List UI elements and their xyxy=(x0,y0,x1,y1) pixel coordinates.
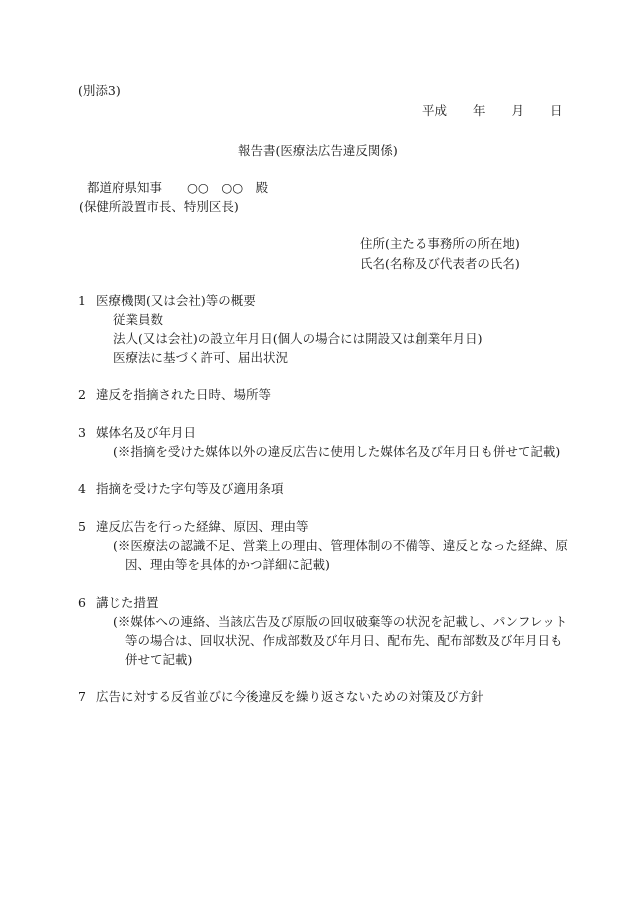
section-number: 5 xyxy=(78,519,86,534)
date-line xyxy=(422,103,563,119)
section-number: 6 xyxy=(78,595,86,610)
section-note: (※医療法の認識不足、営業上の理由、管理体制の不備等、違反となった経緯、原 xyxy=(113,538,568,553)
section-heading: 媒体名及び年月日 xyxy=(96,425,197,440)
addressee-line1: 都道府県知事 ○○ ○○ 殿 xyxy=(87,180,269,195)
section-note: (※媒体への連絡、当該広告及び原版の回収破棄等の状況を記載し、パンフレット xyxy=(113,614,568,629)
sender-name: 氏名(名称及び代表者の氏名) xyxy=(360,256,520,271)
section-note: (※指摘を受けた媒体以外の違反広告に使用した媒体名及び年月日も併せて記載) xyxy=(113,444,561,459)
section-note: 等の場合は、回収状況、作成部数及び年月日、配布先、配布部数及び年月日も xyxy=(125,633,563,648)
section-heading: 指摘を受けた字句等及び適用条項 xyxy=(96,481,284,496)
sender-address: 住所(主たる事務所の所在地) xyxy=(360,236,520,251)
section-item: 従業員数 xyxy=(113,312,164,327)
document-title: 報告書(医療法広告違反関係) xyxy=(238,143,398,158)
section-note: 併せて記載) xyxy=(125,652,193,667)
section-heading: 広告に対する反省並びに今後違反を繰り返さないための対策及び方針 xyxy=(96,689,484,704)
section-heading: 医療機関(又は会社)等の概要 xyxy=(96,293,256,308)
section-heading: 違反広告を行った経緯、原因、理由等 xyxy=(96,519,309,534)
section-note: 因、理由等を具体的かつ詳細に記載) xyxy=(125,557,330,572)
section-item: 医療法に基づく許可、届出状況 xyxy=(113,350,289,365)
section-heading: 講じた措置 xyxy=(96,595,159,610)
date-era: 平成 xyxy=(422,103,448,118)
date-month: 月 xyxy=(511,103,525,118)
section-number: 1 xyxy=(78,293,86,308)
section-number: 2 xyxy=(78,387,86,402)
section-number: 7 xyxy=(78,689,86,704)
date-year: 年 xyxy=(473,103,486,118)
section-heading: 違反を指摘された日時、場所等 xyxy=(96,387,272,402)
date-day: 日 xyxy=(550,103,563,118)
attachment-label: (別添3) xyxy=(78,83,121,98)
section-number: 3 xyxy=(78,425,86,440)
addressee-line2: (保健所設置市長、特別区長) xyxy=(79,199,239,214)
section-item: 法人(又は会社)の設立年月日(個人の場合には開設又は創業年月日) xyxy=(113,331,483,346)
section-number: 4 xyxy=(78,481,86,496)
